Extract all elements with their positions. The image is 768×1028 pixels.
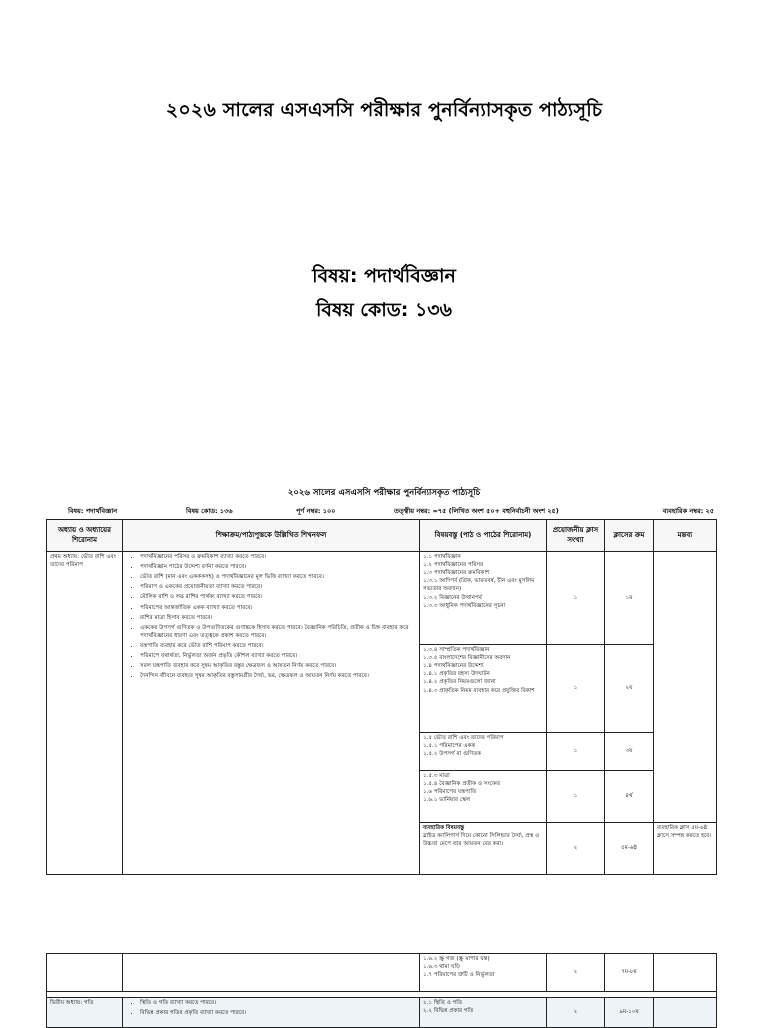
- table-title: ২০২৬ সালের এসএসসি পরীক্ষার পুনর্বিন্যাসকৃত পাঠ্যসূচি: [287, 488, 481, 498]
- meta-practical-marks: ব্যবহারিক নম্বর: ২৫: [662, 507, 714, 515]
- subject-code-heading: বিষয় কোড: ১৩৬: [315, 299, 453, 321]
- order-cell: ১ম: [605, 552, 654, 645]
- col-header-remarks: মন্তব্য: [654, 520, 717, 552]
- content-cell: [420, 771, 547, 823]
- outcome-item: • স্থিতি ও গতি ব্যাখ্যা করতে পারবে।: [140, 999, 416, 1007]
- outcome-item: • পরিমাপ ও এককের প্রয়োজনীয়তা ব্যাখ্যা করতে পারবে।: [140, 583, 416, 591]
- table-header-row: [47, 520, 717, 552]
- outcome-item: • পদার্থবিজ্ঞান পাঠের উদ্দেশ্য বর্ণনা করতে পারবে।: [140, 563, 416, 571]
- col-header-classes: প্রয়োজনীয় ক্লাস সংখ্যা: [547, 520, 605, 552]
- meta-theory-marks: তত্ত্বীয় নম্বর: =৭৫ (লিখিত অংশ ৫০+ বহুনির্বাচনী অংশ ২৫): [394, 507, 559, 515]
- topic-line: ১.৩ পদার্থবিজ্ঞানের ক্রমবিকাশ: [423, 570, 490, 577]
- meta-subject: বিষয়: পদার্থবিজ্ঞান: [68, 507, 118, 515]
- topic-line: ১.৪.১ প্রকৃতির রহস্য উদঘাটন: [423, 671, 490, 678]
- chapter1-title-cell: প্রথম অধ্যায়: ভৌত রাশি এবং তাদের পরিমাপ: [47, 552, 123, 875]
- outcome-item: • দৈনন্দিন জীবনে ব্যবহৃত সুষম আকৃতির বস্তুসামগ্রীর দৈর্ঘ্য, ভর, ক্ষেত্রফল ও আয়তন নির্ণয় করতে পারবে।: [140, 672, 416, 680]
- syllabus-table: [46, 519, 717, 875]
- order-cell: ২য়: [605, 645, 654, 733]
- outcome-item: • ভৌত রাশি (মান এবং একককসহ) ও পদার্থবিজ্ঞানের মূল ভিত্তি ব্যাখ্যা করতে পারবে।: [140, 573, 416, 581]
- remarks-cell: [654, 954, 717, 992]
- topic-line: ১.৫.১ পরিমাপের একক: [423, 743, 476, 750]
- classes-cell: ২: [547, 823, 605, 875]
- topic-line: ১.৩.৩ আধুনিক পদার্থবিজ্ঞানের সূচনা: [423, 602, 506, 609]
- topic-line: স্লাইড ক্যালিপার্স দিয়ে কোনো সিলিন্ডার দৈর্ঘ্য, প্রস্থ ও উচ্চতা মেপে তার আয়তন বের করা।: [423, 833, 540, 848]
- outcomes-cell: [123, 954, 420, 992]
- table-row: [47, 954, 717, 992]
- topic-line: ১.৪ পদার্থবিজ্ঞানের উদ্দেশ্য: [423, 663, 484, 670]
- topic-line: ১.৪.৩ প্রাকৃতিক নিয়ম ব্যবহার করে প্রযুক্তির বিকাশ: [423, 687, 535, 694]
- syllabus-table-continued: [46, 953, 717, 1028]
- col-header-content: বিষয়বস্তু (পাঠ ও পাঠের শিরোনাম): [420, 520, 547, 552]
- content-cell: [420, 552, 547, 645]
- topic-line: ১.৩.২ বিজ্ঞানের উত্থানপর্ব: [423, 594, 482, 601]
- table-row: [47, 552, 717, 645]
- outcome-item: • মৌলিক রাশি ও লব্ধ রাশির পার্থক্য ব্যাখ্যা করতে পারবে।: [140, 593, 416, 601]
- content-cell: [420, 823, 547, 875]
- chapter-cell: [47, 954, 123, 992]
- order-cell: ৭ম-৮ম: [605, 954, 654, 992]
- topic-line: ১.৬ পরিমাপের যন্ত্রপাতি: [423, 789, 477, 796]
- topic-line: ১.৫.৪ বৈজ্ঞানিক প্রতীক ও সংকেত: [423, 781, 501, 788]
- topic-line: ১.৫ ভৌত রাশি এবং তাদের পরিমাপ: [423, 735, 504, 741]
- order-cell: ৩য়: [605, 733, 654, 771]
- topic-line: ১.৬.৩ থামা ঘড়ি: [423, 964, 461, 971]
- outcome-item: • বিভিন্ন প্রকার গতির প্রকৃতি ব্যাখ্যা করতে পারবে।: [140, 1009, 416, 1017]
- order-cell: ৪র্থ: [605, 771, 654, 823]
- chapter1-outcomes-cell: [123, 552, 420, 875]
- content-cell: [420, 733, 547, 771]
- remarks-cell: [654, 998, 717, 1028]
- subject-meta-row: [48, 506, 714, 518]
- col-header-order: ক্লাসের ক্রম: [605, 520, 654, 552]
- classes-cell: ১: [547, 645, 605, 733]
- outcome-item: • পরিমাপে যথার্থতা, নির্ভুলতা অর্জন প্রভৃতি কৌশল ব্যাখ্যা করতে পারবে।: [140, 652, 416, 660]
- content-cell: [420, 954, 547, 992]
- document-main-title: ২০২৬ সালের এসএসসি পরীক্ষার পুনর্বিন্যাসকৃত পাঠ্যসূচি: [165, 99, 603, 121]
- classes-cell: ১: [547, 552, 605, 645]
- chapter2-title-cell: দ্বিতীয় অধ্যায়: গতি: [47, 998, 123, 1028]
- outcome-item: • এককের উপসর্গ গুণিতক ও উপগুণিতকের গুণাঙ্ককে হিসাব করতে পারবে। বৈজ্ঞানিক পরিচিতি, প্রতীক ও চিহ্ন ব্যবহার করে পদার্থবিজ্ঞানের ধারণা এবং তত্ত্বকে প্রকাশ করতে পারবে।: [140, 624, 416, 640]
- classes-cell: ২: [547, 954, 605, 992]
- practical-topic-heading: ব্যবহারিক বিষয়বস্তু: [423, 825, 465, 831]
- topic-line: ২.১ স্থিতি ও গতি: [423, 1000, 463, 1006]
- topic-line: ১.৩.৪ সাম্প্রতিক পদার্থবিজ্ঞান: [423, 647, 490, 653]
- outcome-item: • পদার্থবিজ্ঞানের পরিসর ও ক্রমবিকাশ ব্যাখ্যা করতে পারবে।: [140, 553, 416, 561]
- classes-cell: ২: [547, 998, 605, 1028]
- classes-cell: ১: [547, 733, 605, 771]
- topic-line: ১.৫.২ উপসর্গ বা গুণিতক: [423, 751, 482, 758]
- topic-line: ১.৬.১ ভার্নিয়ার স্কেল: [423, 797, 471, 804]
- topic-line: ১.৭ পরিমাপের ত্রুটি ও নির্ভুলতা: [423, 972, 495, 979]
- meta-full-marks: পূর্ণ নম্বর: ১০০: [296, 507, 336, 515]
- order-cell: ৫ম-৬ষ্ঠ: [605, 823, 654, 875]
- col-header-chapter: অধ্যায় ও অধ্যায়ের শিরোনাম: [47, 520, 123, 552]
- meta-code: বিষয় কোড: ১৩৬: [186, 507, 233, 515]
- topic-line: ১.৫.৩ মাত্রা: [423, 773, 450, 779]
- classes-cell: ১: [547, 771, 605, 823]
- content-cell: [420, 998, 547, 1028]
- outcome-item: • রাশির মাত্রা হিসাব করতে পারবে।: [140, 614, 416, 622]
- content-cell: [420, 645, 547, 733]
- topic-line: ১.২ পদার্থবিজ্ঞানের পরিসর: [423, 562, 484, 569]
- chapter2-outcomes-cell: [123, 998, 420, 1028]
- topic-line: ১.১ পদার্থবিজ্ঞান: [423, 554, 461, 560]
- topic-line: ২.২ বিভিন্ন প্রকার গতি: [423, 1008, 474, 1015]
- topic-line: ১.৪.২ প্রকৃতির নিয়মগুলো জানা: [423, 679, 496, 686]
- order-cell: ৯ম-১০ম: [605, 998, 654, 1028]
- table-row: [47, 998, 717, 1028]
- outcome-item: • পরিমাপের আন্তর্জাতিক একক ব্যাখ্যা করতে পারবে।: [140, 604, 416, 612]
- outcome-item: • যন্ত্রপাতি ব্যবহার করে ভৌত রাশি পরিমাপ করতে পারবে।: [140, 642, 416, 650]
- col-header-outcomes: শিক্ষাক্রম/পাঠ্যপুস্তকে উল্লিখিত শিখনফল: [123, 520, 420, 552]
- remarks-cell: [654, 552, 717, 823]
- topic-line: ১.৩.৫ বাংলাদেশের বিজ্ঞানীদের অবদান: [423, 655, 511, 662]
- topic-line: ১.৩.১ আদিপর্ব (গ্রিক, ভারতবর্ষ, চীন এবং মুসলিম সভ্যতার অবদান): [423, 578, 535, 593]
- subject-heading: বিষয়: পদার্থবিজ্ঞান: [312, 265, 456, 287]
- remarks-cell: ব্যবহারিক ক্লাস ৫ম-৬ষ্ঠ ক্লাসে সম্পন্ন করতে হবে।: [654, 823, 717, 875]
- topic-line: ১.৬.২ স্ক্রু গজ (স্ক্রু মাপার যন্ত্র): [423, 956, 490, 962]
- outcome-item: • সরল যন্ত্রপাতি ব্যবহার করে সুষম আকৃতির বস্তুর ক্ষেত্রফল ও আয়তন নির্ণয় করতে পারবে।: [140, 662, 416, 670]
